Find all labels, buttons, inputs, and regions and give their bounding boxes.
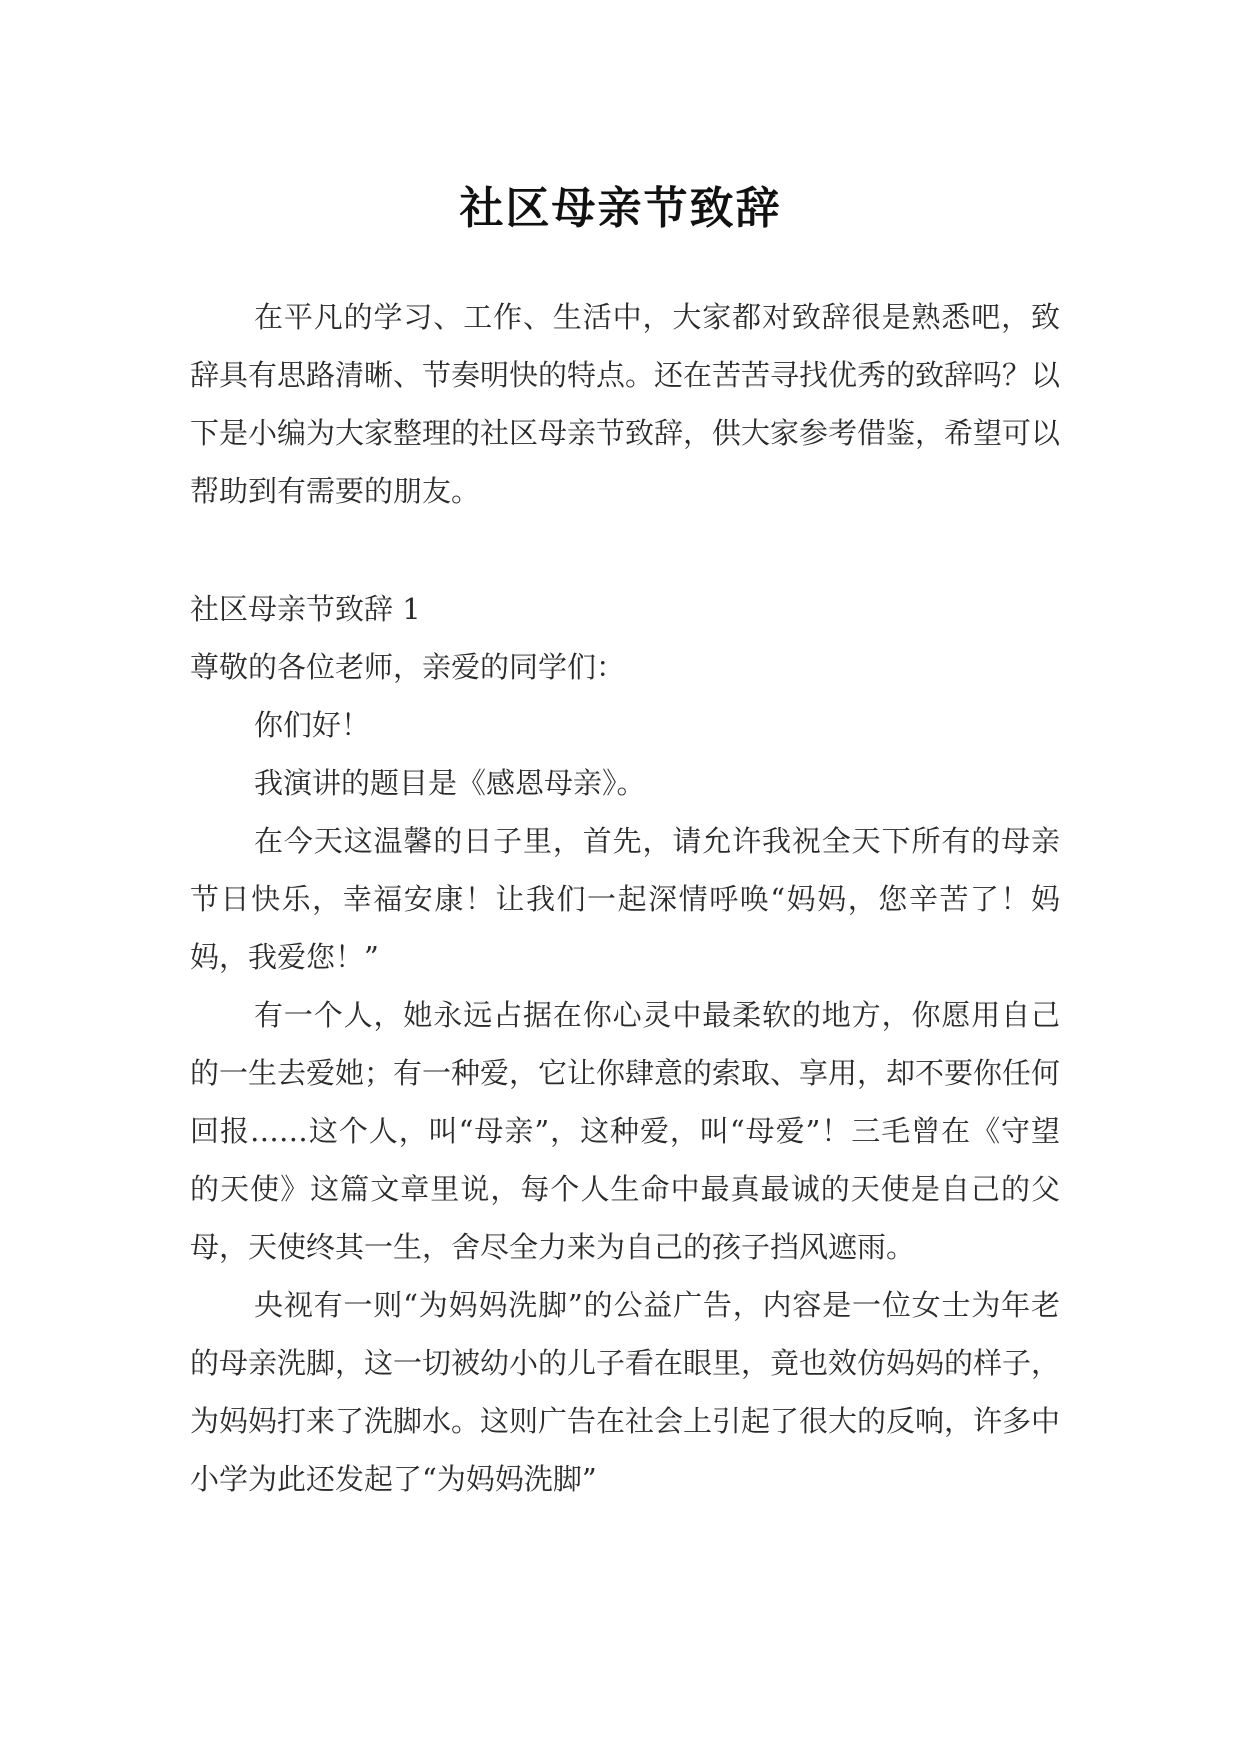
paragraph-mother-love: 有一个人，她永远占据在你心灵中最柔软的地方，你愿用自己的一生去爱她；有一种爱，它让你肆意的索取、享用，却不要你任何回报……这个人，叫“母亲”，这种爱，叫“母爱”！三毛曾在《守望的天使》这篇文章里说，每个人生命中最真最诚的天使是自己的父母，天使终其一生，舍尽全力来为自己的孩子挡风遮雨。 xyxy=(190,998,1061,1264)
paragraph-topic: 我演讲的题目是《感恩母亲》。 xyxy=(254,766,646,800)
document-title: 社区母亲节致辞 xyxy=(459,183,782,235)
intro-section xyxy=(190,288,1060,520)
section-heading: 社区母亲节致辞 1 xyxy=(190,592,421,626)
speech-section xyxy=(190,580,1060,1508)
intro-paragraph: 在平凡的学习、工作、生活中，大家都对致辞很是熟悉吧，致辞具有思路清晰、节奏明快的特点。还在苦苦寻找优秀的致辞吗？以下是小编为大家整理的社区母亲节致辞，供大家参考借鉴，希望可以帮助到有需要的朋友。 xyxy=(190,300,1061,508)
paragraph-blessing: 在今天这温馨的日子里，首先，请允许我祝全天下所有的母亲节日快乐，幸福安康！让我们一起深情呼唤“妈妈，您辛苦了！妈妈，我爱您！” xyxy=(190,824,1060,974)
paragraph-cctv-ad: 央视有一则“为妈妈洗脚”的公益广告，内容是一位女士为年老的母亲洗脚，这一切被幼小的儿子看在眼里，竟也效仿妈妈的样子，为妈妈打来了洗脚水。这则广告在社会上引起了很大的反响，许多中小学为此还发起了“为妈妈洗脚” xyxy=(190,1288,1061,1496)
paragraph-greeting: 你们好！ xyxy=(254,708,371,742)
salutation: 尊敬的各位老师，亲爱的同学们： xyxy=(190,650,626,684)
